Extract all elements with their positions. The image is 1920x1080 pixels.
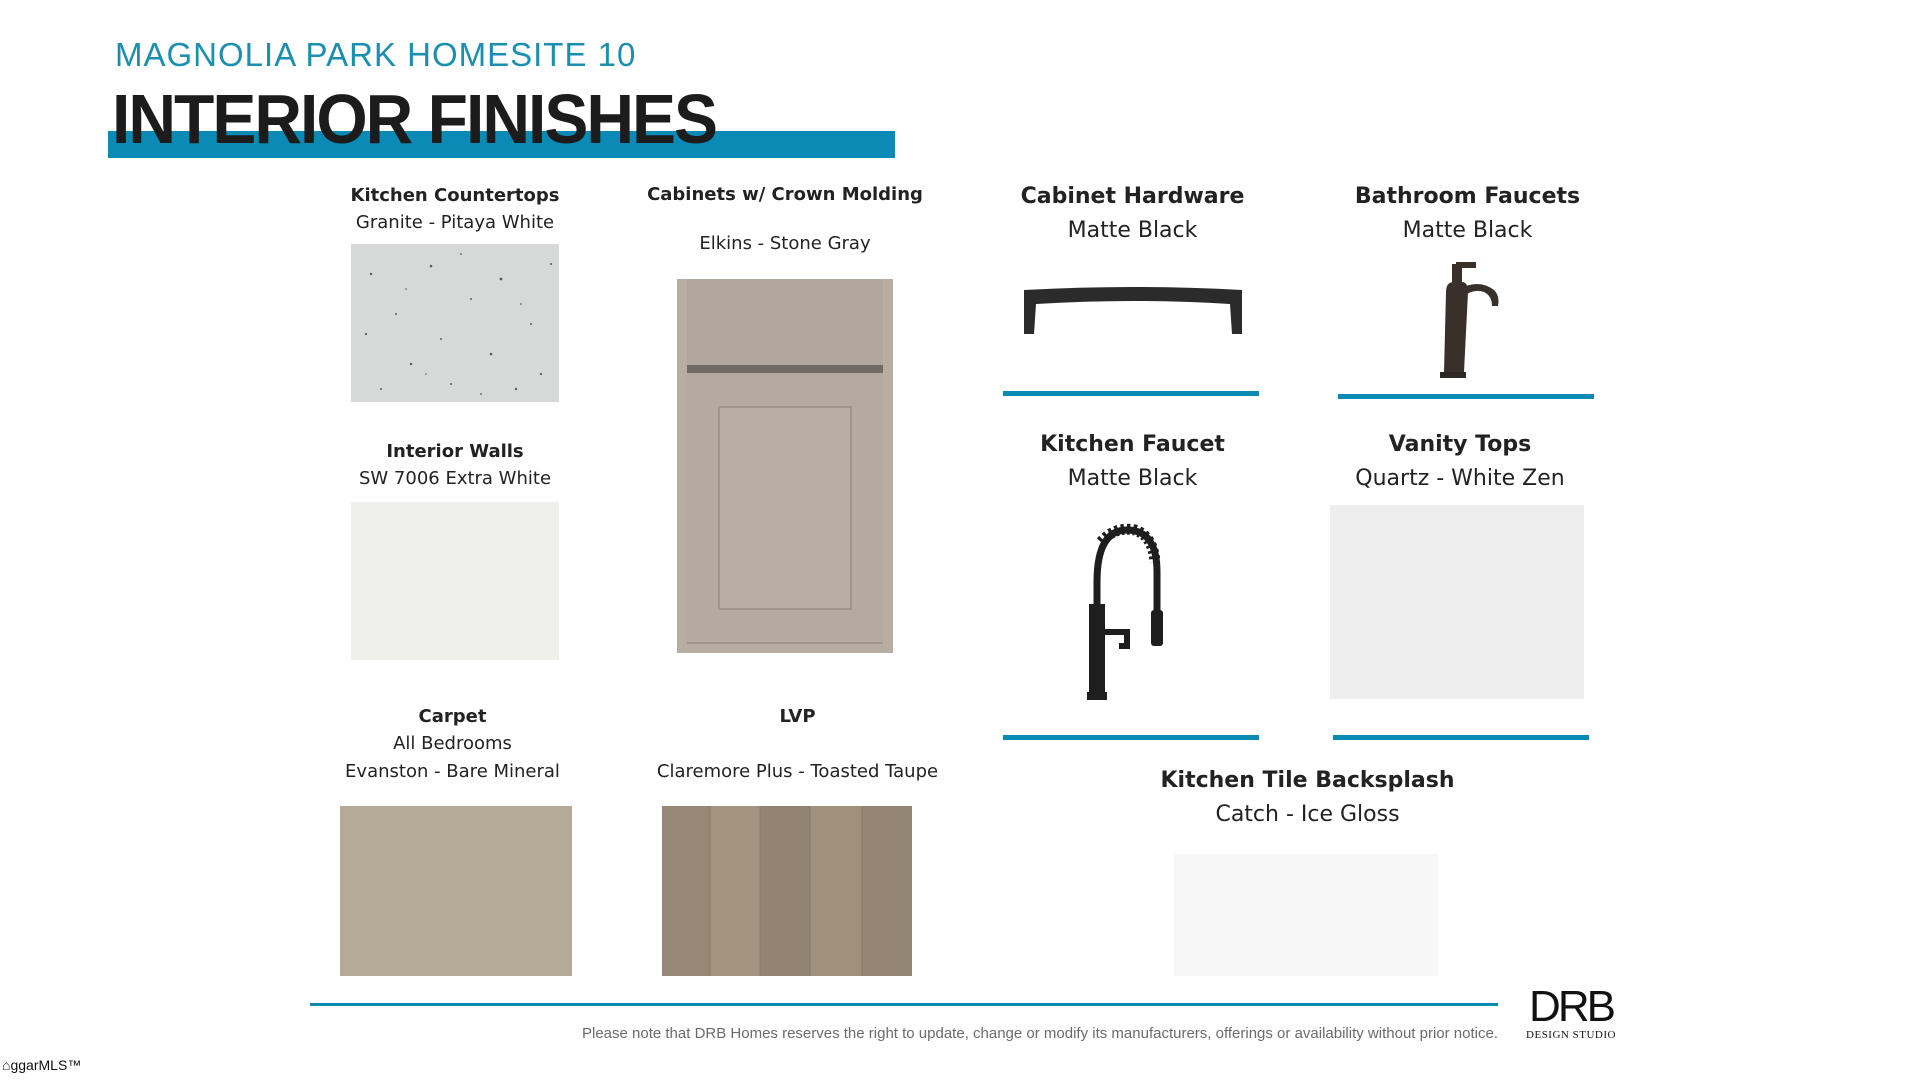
vanity-tops-swatch — [1330, 505, 1584, 699]
interior-walls-swatch — [351, 502, 559, 660]
bathroom-faucets-title: Bathroom Faucets — [1354, 184, 1581, 209]
disclaimer-text: Please note that DRB Homes reserves the right to update, change or modify its manufacturers, offerings or availability without prior notice. — [581, 1025, 1498, 1042]
lvp-title: LVP — [779, 706, 816, 727]
kitchen-faucet-icon — [1075, 522, 1175, 702]
vanity-tops-divider — [1333, 735, 1589, 740]
carpet-sub2: Evanston - Bare Mineral — [345, 761, 560, 782]
backsplash-sub: Catch - Ice Gloss — [1215, 802, 1400, 827]
carpet-sub: All Bedrooms — [393, 733, 512, 754]
vanity-tops-sub: Quartz - White Zen — [1355, 466, 1565, 491]
carpet-swatch — [340, 806, 572, 976]
cabinet-pull-icon — [1018, 282, 1248, 342]
kitchen-faucet-title: Kitchen Faucet — [1040, 432, 1225, 457]
footer-divider — [310, 1003, 1498, 1006]
bathroom-faucets-sub: Matte Black — [1402, 218, 1533, 243]
logo-sub-text: DESIGN STUDIO — [1526, 1029, 1616, 1041]
mls-watermark — [2, 1057, 81, 1073]
lvp-swatch — [662, 806, 912, 976]
watermark-text: ggarMLS™ — [10, 1057, 82, 1073]
kitchen-countertops-swatch — [351, 244, 559, 402]
bathroom-faucet-icon — [1428, 262, 1508, 380]
cabinets-sub: Elkins - Stone Gray — [699, 233, 871, 254]
kitchen-faucet-sub: Matte Black — [1067, 466, 1198, 491]
interior-walls-title: Interior Walls — [386, 441, 524, 462]
drb-design-studio-logo — [1524, 982, 1618, 1041]
interior-walls-sub: SW 7006 Extra White — [358, 468, 552, 489]
cabinet-hardware-divider — [1003, 391, 1259, 396]
cabinet-door-swatch — [677, 279, 893, 653]
logo-main-text: DRB — [1529, 982, 1613, 1031]
lvp-sub: Claremore Plus - Toasted Taupe — [656, 761, 939, 782]
page-title: INTERIOR FINISHES — [112, 79, 717, 158]
bathroom-faucets-divider — [1338, 394, 1594, 399]
kitchen-countertops-sub: Granite - Pitaya White — [355, 212, 555, 233]
backsplash-swatch — [1175, 855, 1437, 975]
cabinet-hardware-sub: Matte Black — [1067, 218, 1198, 243]
backsplash-title: Kitchen Tile Backsplash — [1160, 768, 1455, 793]
kitchen-faucet-divider — [1003, 735, 1259, 740]
home-icon: ⌂ — [2, 1057, 11, 1073]
vanity-tops-title: Vanity Tops — [1388, 432, 1532, 457]
carpet-title: Carpet — [418, 706, 487, 727]
homesite-kicker: MAGNOLIA PARK HOMESITE 10 — [115, 36, 637, 73]
cabinet-hardware-title: Cabinet Hardware — [1020, 184, 1245, 209]
kitchen-countertops-title: Kitchen Countertops — [350, 185, 560, 206]
cabinets-title: Cabinets w/ Crown Molding — [647, 184, 923, 205]
